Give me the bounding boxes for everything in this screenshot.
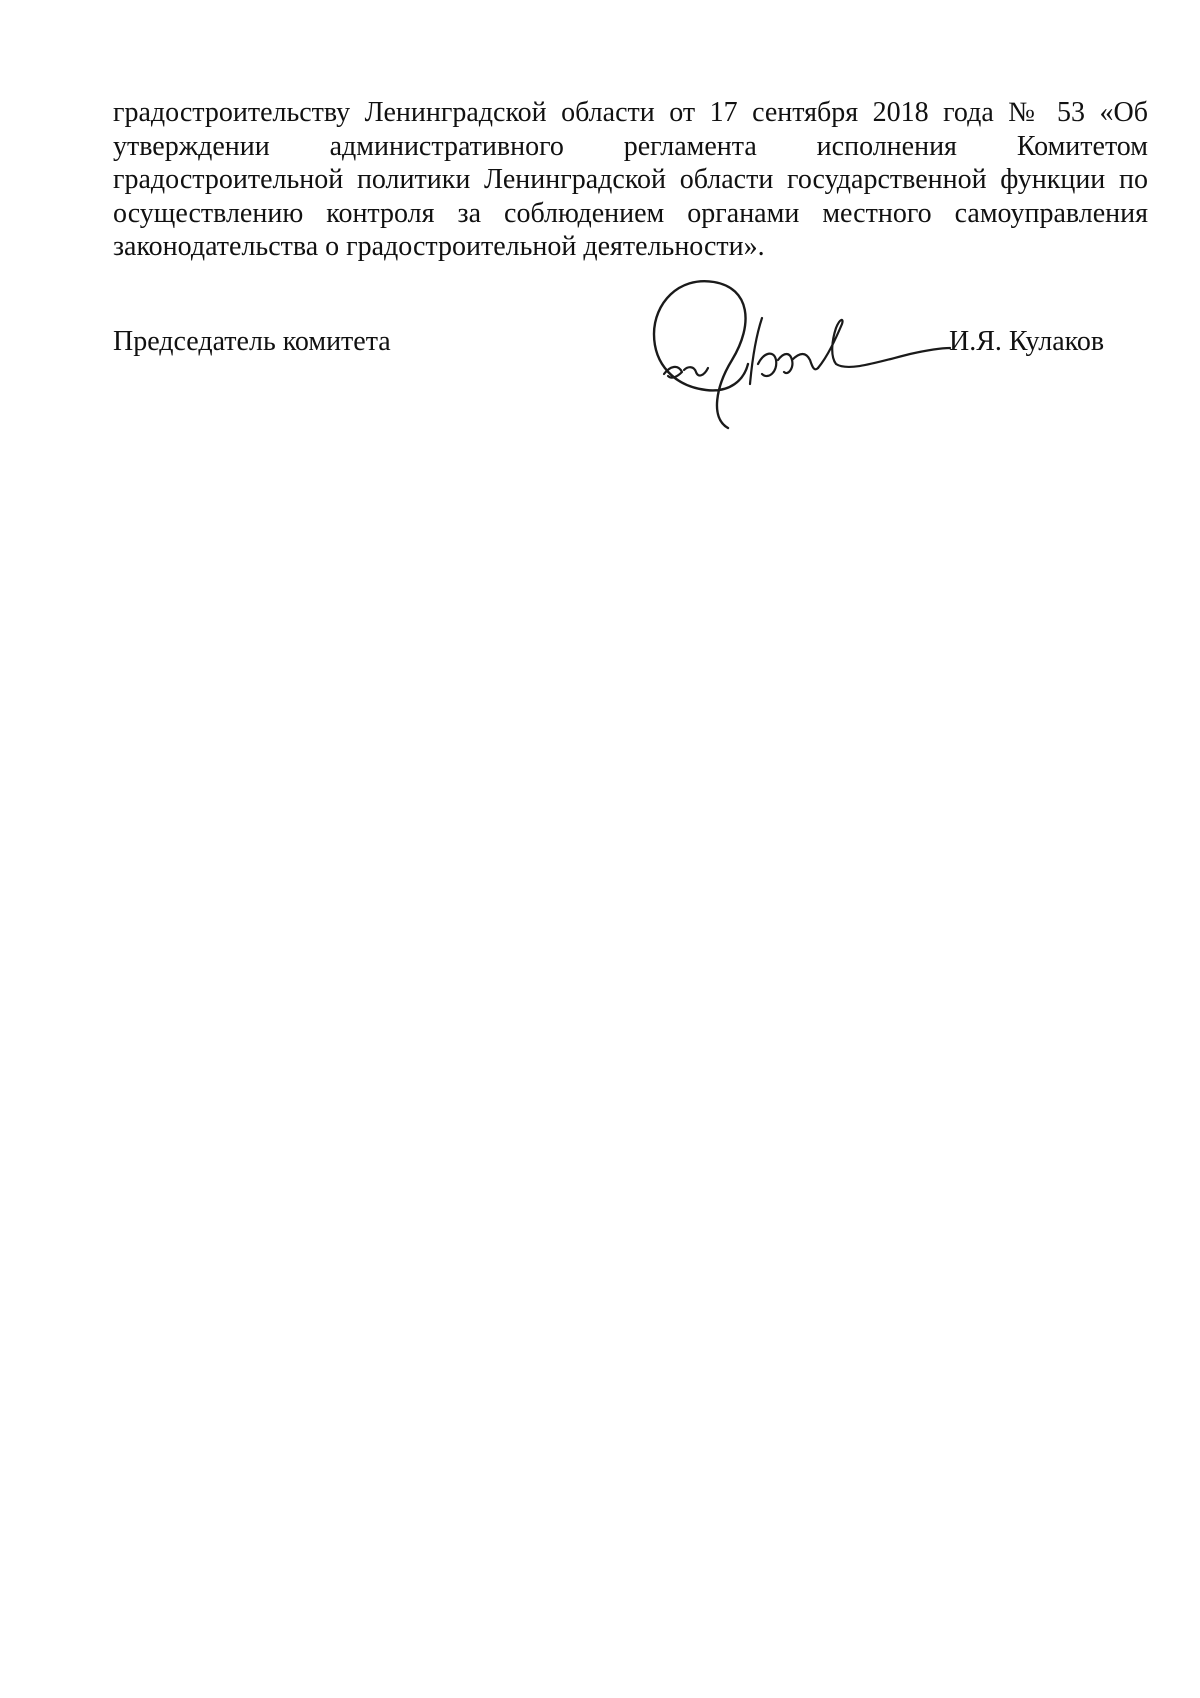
handwritten-signature xyxy=(578,268,978,448)
paragraph-line-2: утверждении административного регламента исполнения Комитетом xyxy=(113,130,1148,162)
paragraph-line-4: осуществлению контроля за соблюдением органами местного самоуправления xyxy=(113,197,1148,229)
signer-name: И.Я. Кулаков xyxy=(949,326,1105,357)
paragraph-line-1: градостроительству Ленинградской области от 17 сентября 2018 года № 53 «Об xyxy=(113,97,1148,128)
document-body-paragraph xyxy=(113,96,1148,264)
paragraph-line-5: законодательства о градостроительной деятельности». xyxy=(113,231,765,262)
paragraph-line-3: градостроительной политики Ленинградской области государственной функции по xyxy=(113,164,1148,195)
signer-title: Председатель комитета xyxy=(113,326,391,357)
signature-block xyxy=(113,320,1148,440)
